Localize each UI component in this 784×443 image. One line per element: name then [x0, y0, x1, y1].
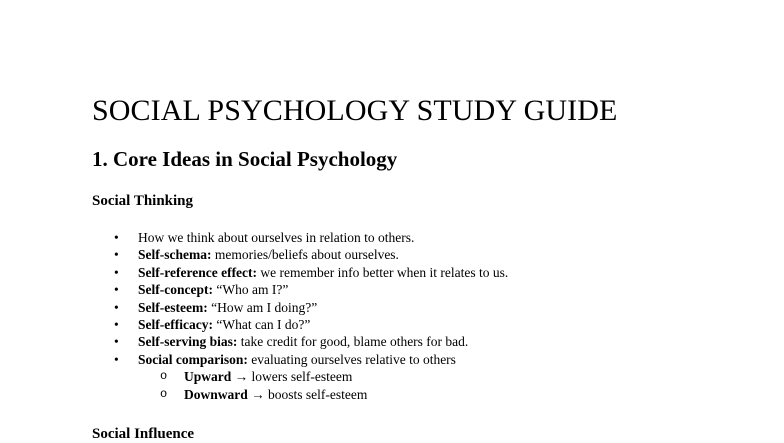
bullet-icon: • [114, 299, 119, 315]
subheading-social-thinking: Social Thinking [92, 193, 194, 209]
bullet-text: “What can I do?” [212, 317, 311, 333]
bullet-text: “How am I doing?” [207, 299, 318, 315]
bullet-term: Self-esteem: [138, 299, 208, 315]
sub-bullet-text: → lowers self-esteem [231, 369, 353, 385]
bullet-term: Self-concept: [138, 282, 213, 298]
bullet-item [0, 229, 508, 246]
bullet-text: evaluating ourselves relative to others [247, 351, 456, 367]
bullet-term: Self-schema: [138, 247, 212, 263]
bullet-item [0, 246, 508, 263]
social-comparison-sub-list [138, 368, 508, 403]
social-thinking-bullet-list [0, 229, 508, 403]
bullet-text: “Who am I?” [212, 282, 289, 298]
bullet-icon: • [114, 282, 119, 298]
bullet-item [0, 281, 508, 298]
sub-bullet-icon: o [160, 369, 168, 384]
bullet-term: Self-efficacy: [138, 317, 213, 333]
bullet-item [0, 351, 508, 403]
bullet-text: How we think about ourselves in relation to others. [138, 230, 415, 245]
bullet-icon: • [114, 247, 119, 263]
bullet-icon: • [114, 264, 119, 280]
sub-bullet-icon: o [160, 386, 168, 401]
bullet-text: we remember info better when it relates to us. [257, 264, 509, 280]
bullet-item [0, 316, 508, 333]
bullet-icon: • [114, 317, 119, 333]
bullet-term: Self-reference effect: [138, 264, 258, 280]
bullet-icon: • [114, 351, 119, 367]
bullet-icon: • [114, 230, 119, 245]
bullet-term: Self-serving bias: [138, 334, 238, 350]
document-title: SOCIAL PSYCHOLOGY STUDY GUIDE [92, 94, 618, 127]
sub-bullet-item [138, 368, 508, 385]
sub-bullet-text: → boosts self-esteem [247, 386, 368, 402]
bullet-text: take credit for good, blame others for bad. [237, 334, 469, 350]
subheading-social-influence: Social Influence [92, 426, 195, 442]
bullet-item [0, 264, 508, 281]
bullet-item [0, 299, 508, 316]
bullet-term: Social comparison: [138, 351, 248, 367]
sub-bullet-item [138, 386, 508, 403]
section-heading-core-ideas: 1. Core Ideas in Social Psychology [92, 147, 398, 171]
sub-bullet-term: Upward [184, 369, 232, 385]
bullet-icon: • [114, 334, 119, 350]
bullet-text: memories/beliefs about ourselves. [211, 247, 399, 263]
sub-bullet-term: Downward [184, 386, 248, 402]
bullet-item [0, 333, 508, 350]
